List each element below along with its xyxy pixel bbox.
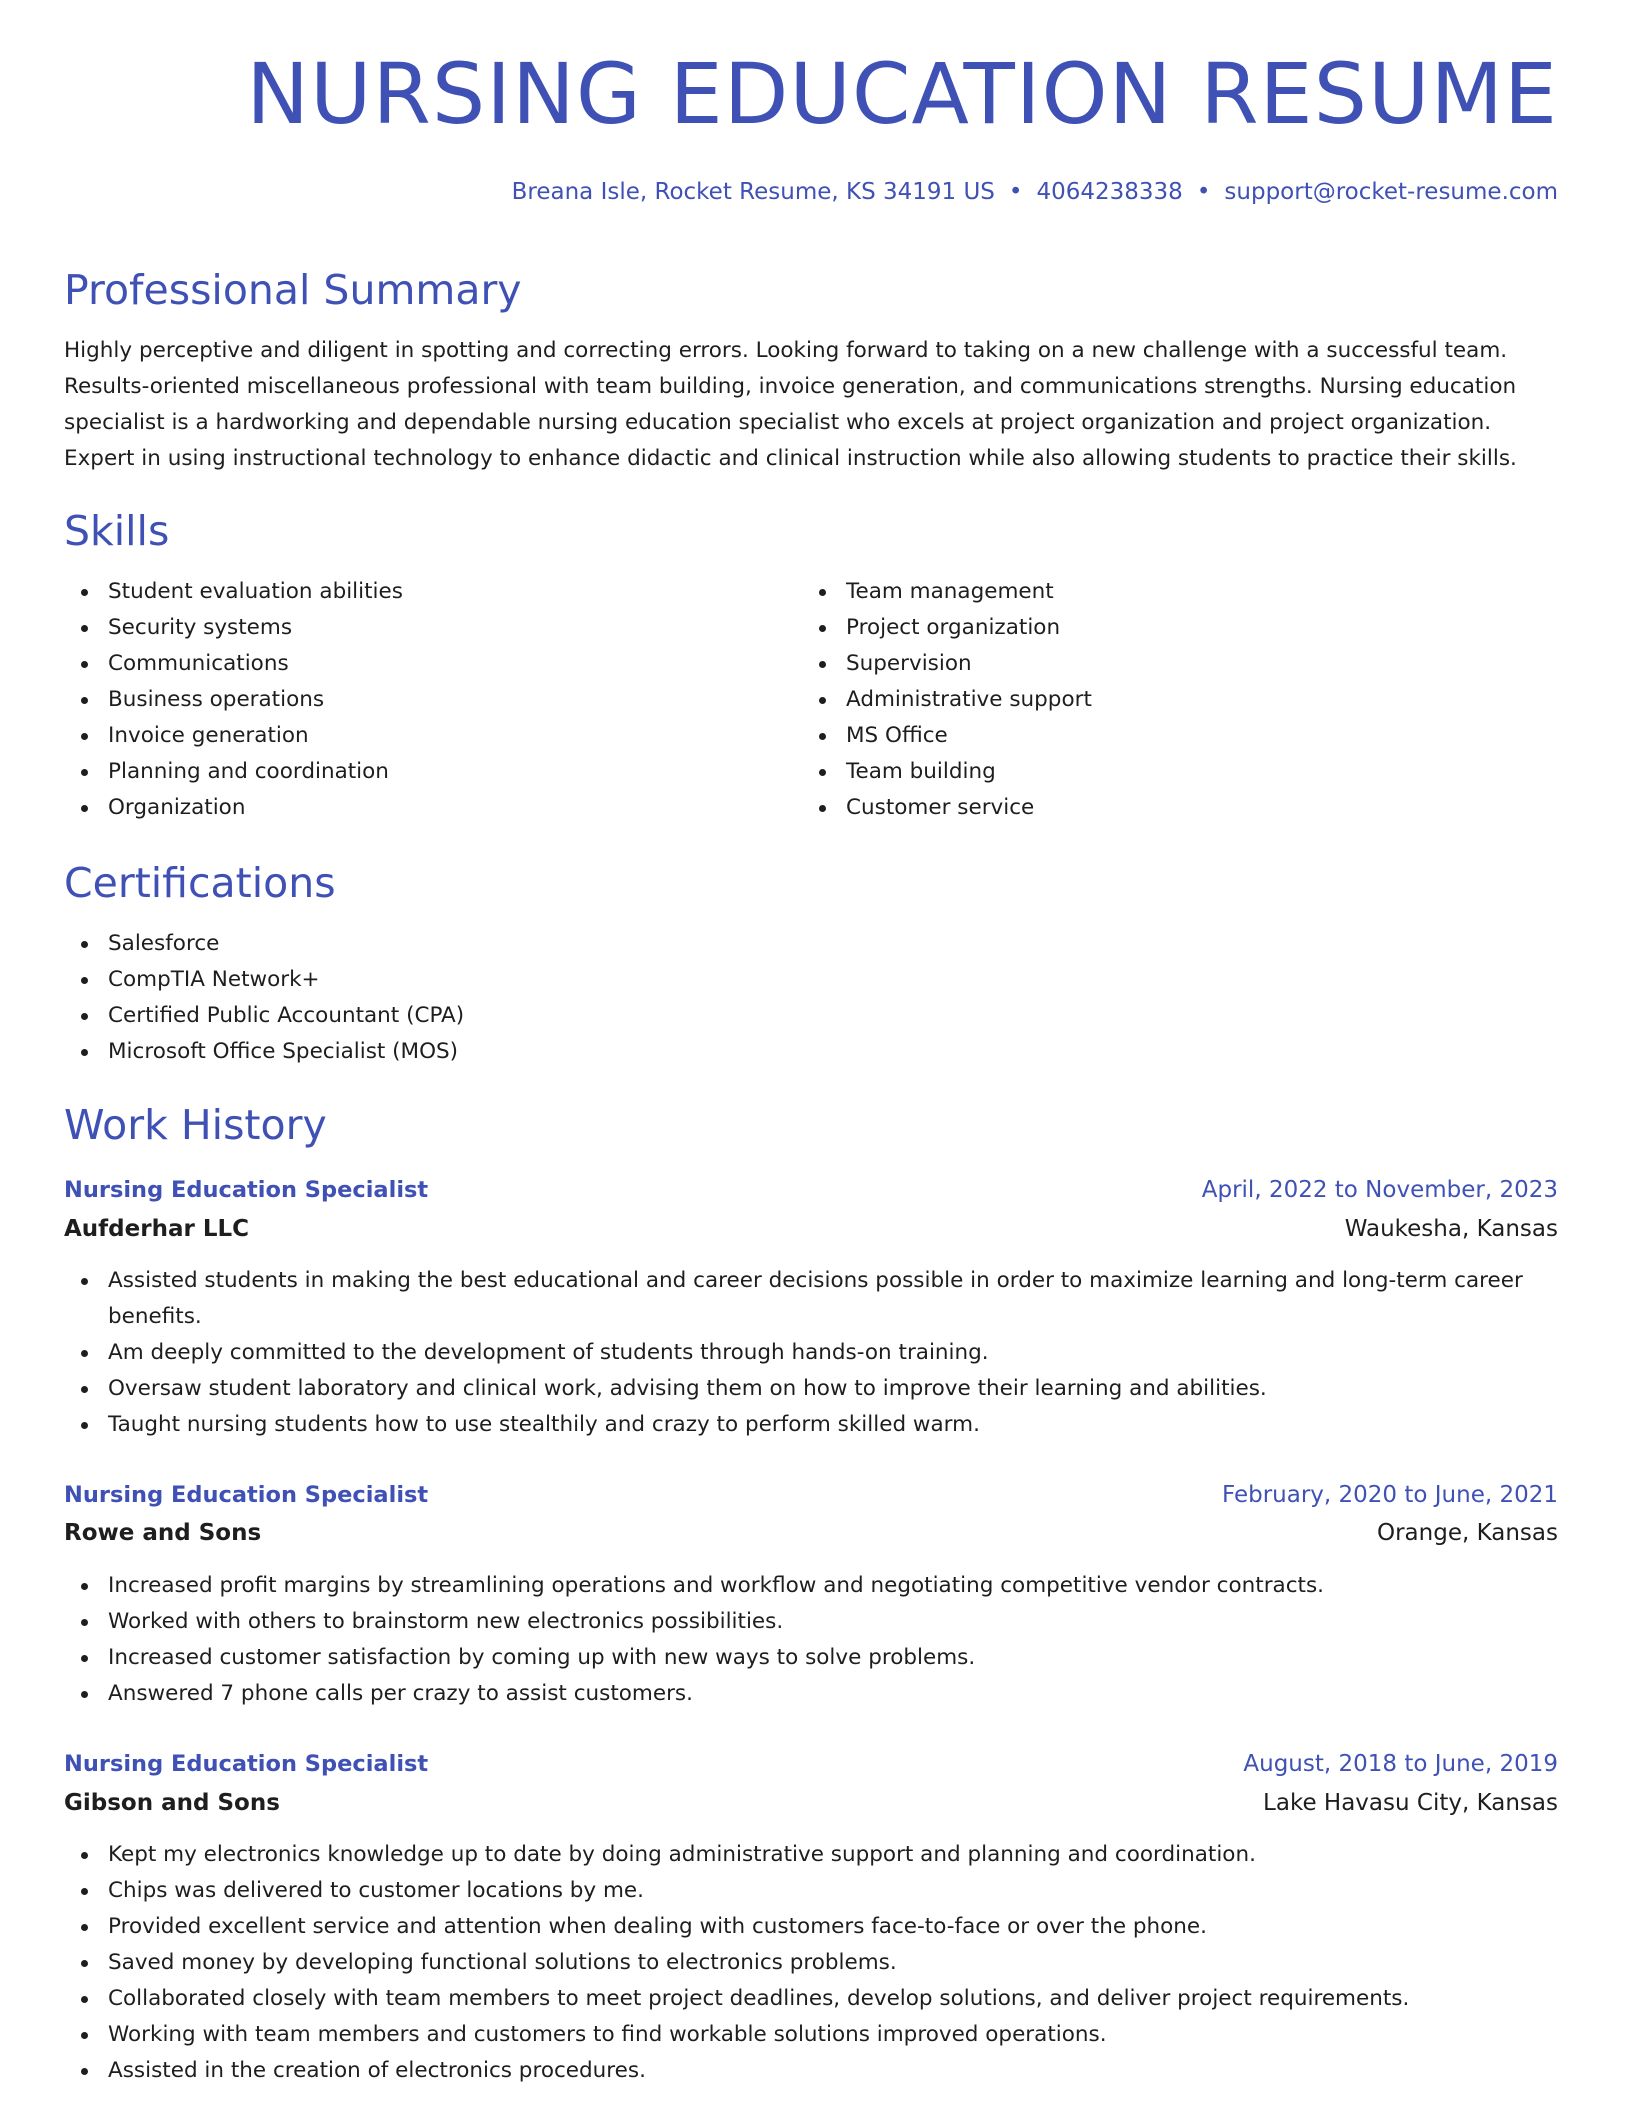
list-item: Kept my electronics knowledge up to date by doing administrative support and planning and coordination.: [64, 1837, 1558, 1873]
skills-list-left: [64, 574, 764, 826]
summary-heading: Professional Summary: [64, 266, 522, 314]
job-location: Orange, Kansas: [1376, 1520, 1558, 1546]
job-title: Nursing Education Specialist: [64, 1751, 429, 1777]
list-item: Chips was delivered to customer locations by me.: [64, 1873, 1558, 1909]
job-dates: April, 2022 to November, 2023: [1201, 1177, 1558, 1203]
job-dates: February, 2020 to June, 2021: [1221, 1482, 1558, 1508]
list-item: Organization: [64, 790, 764, 826]
work-history-heading: Work History: [64, 1101, 327, 1149]
list-item: Planning and coordination: [64, 754, 764, 790]
resume-title: NURSING EDUCATION RESUME: [246, 45, 1558, 143]
contact-line: [512, 181, 1558, 204]
list-item: Project organization: [802, 610, 1502, 646]
list-item: Customer service: [802, 790, 1502, 826]
list-item: Taught nursing students how to use stealthily and crazy to perform skilled warm.: [64, 1407, 1558, 1443]
skills-list-right: [802, 574, 1502, 826]
list-item: Increased customer satisfaction by coming up with new ways to solve problems.: [64, 1640, 1558, 1676]
list-item: Increased profit margins by streamlining operations and workflow and negotiating competitive vendor contracts.: [64, 1568, 1558, 1604]
job-title: Nursing Education Specialist: [64, 1482, 429, 1508]
job-company: Rowe and Sons: [64, 1520, 262, 1546]
list-item: CompTIA Network+: [64, 962, 1558, 998]
skills-heading: Skills: [64, 507, 170, 555]
list-item: Working with team members and customers to find workable solutions improved operations.: [64, 2017, 1558, 2053]
list-item: Team management: [802, 574, 1502, 610]
list-item: Team building: [802, 754, 1502, 790]
list-item: Oversaw student laboratory and clinical work, advising them on how to improve their learning and abilities.: [64, 1371, 1558, 1407]
list-item: Invoice generation: [64, 718, 764, 754]
job-dates: August, 2018 to June, 2019: [1243, 1751, 1558, 1777]
list-item: Security systems: [64, 610, 764, 646]
list-item: Saved money by developing functional solutions to electronics problems.: [64, 1945, 1558, 1981]
list-item: Provided excellent service and attention when dealing with customers face-to-face or over the phone.: [64, 1909, 1558, 1945]
list-item: Business operations: [64, 682, 764, 718]
list-item: Salesforce: [64, 926, 1558, 962]
certifications-list: [64, 926, 1558, 1070]
list-item: Am deeply committed to the development of students through hands-on training.: [64, 1335, 1558, 1371]
contact-separator: •: [1008, 179, 1023, 205]
list-item: Student evaluation abilities: [64, 574, 764, 610]
contact-phone: 4064238338: [1036, 179, 1183, 205]
list-item: Collaborated closely with team members to meet project deadlines, develop solutions, and deliver project requirements.: [64, 1981, 1558, 2017]
list-item: Communications: [64, 646, 764, 682]
job-bullets: [64, 1263, 1558, 1443]
list-item: Administrative support: [802, 682, 1502, 718]
list-item: Assisted students in making the best educational and career decisions possible in order to maximize learning and long-term career benefits.: [64, 1263, 1558, 1335]
contact-address: Breana Isle, Rocket Resume, KS 34191 US: [511, 179, 995, 205]
list-item: MS Office: [802, 718, 1502, 754]
list-item: Worked with others to brainstorm new electronics possibilities.: [64, 1604, 1558, 1640]
job-company: Aufderhar LLC: [64, 1216, 250, 1242]
list-item: Certified Public Accountant (CPA): [64, 998, 1558, 1034]
job-bullets: [64, 1837, 1558, 2089]
job-title: Nursing Education Specialist: [64, 1177, 429, 1203]
contact-separator: •: [1196, 179, 1211, 205]
list-item: Supervision: [802, 646, 1502, 682]
certifications-heading: Certifications: [64, 859, 336, 907]
list-item: Microsoft Office Specialist (MOS): [64, 1034, 1558, 1070]
job-bullets: [64, 1568, 1558, 1712]
contact-email: support@rocket-resume.com: [1224, 179, 1558, 205]
summary-text: Highly perceptive and diligent in spotting and correcting errors. Looking forward to taking on a new challenge with a successful team. Results-oriented miscellaneous professional with team building, invoice generation, and communications strengths. Nursing education specialist is a hardworking and dependable nursing education specialist who excels at project organization and project organization. Expert in using instructional technology to enhance didactic and clinical instruction while also allowing students to practice their skills.: [64, 338, 1517, 471]
job-company: Gibson and Sons: [64, 1790, 280, 1816]
job-location: Waukesha, Kansas: [1344, 1216, 1558, 1242]
list-item: Assisted in the creation of electronics procedures.: [64, 2053, 1558, 2089]
list-item: Answered 7 phone calls per crazy to assist customers.: [64, 1676, 1558, 1712]
job-location: Lake Havasu City, Kansas: [1263, 1790, 1558, 1816]
